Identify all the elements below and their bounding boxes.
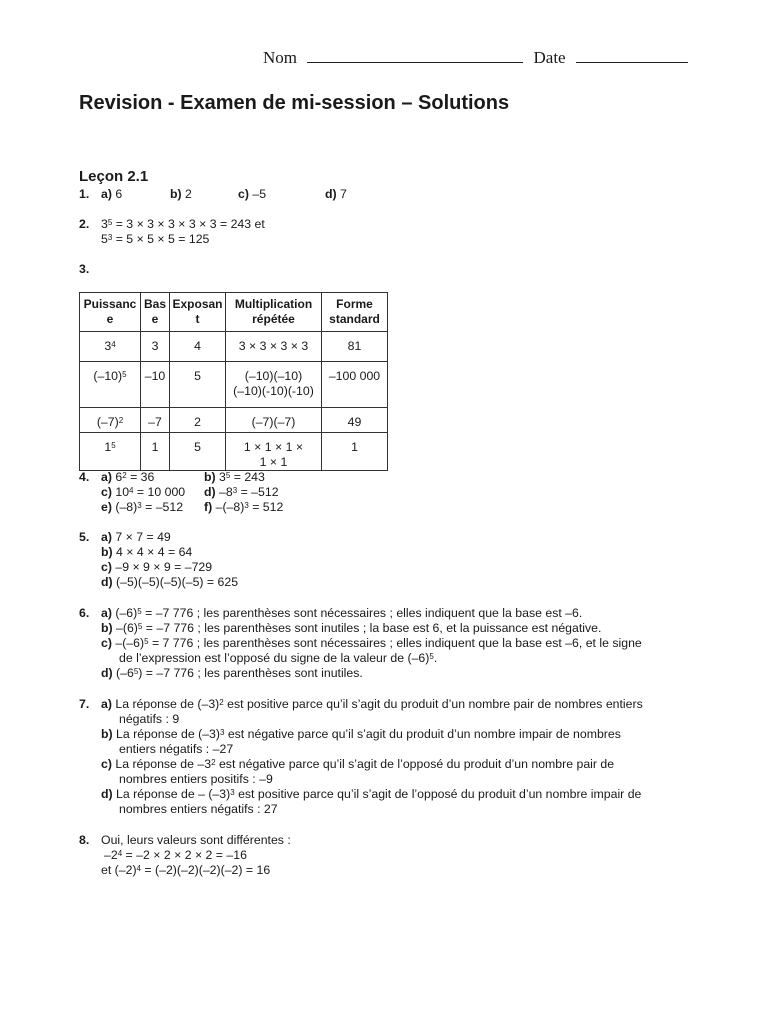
q4-c: c) $10^4 = 10$ 000 (101, 485, 186, 499)
table-row (80, 408, 388, 433)
q8-line3: et $(-2)^4 = (-2)(-2)(-2)(-2) = 16$ (101, 863, 271, 877)
q7-d-continued: nombres entiers négatifs : 27 (119, 802, 278, 816)
date-blank[interactable] (576, 48, 688, 63)
cell-multiplication: 3 × 3 × 3 × 3 (226, 332, 322, 362)
cell-multiplication: (–7)(–7) (226, 408, 322, 433)
col-header: Puissanc e (80, 293, 141, 332)
cell-power: $(-10)^5$ (80, 362, 141, 408)
q5-b: b) 4 × 4 × 4 = 64 (101, 545, 193, 559)
q1-d: d) 7 (325, 187, 347, 201)
cell-exponent: 2 (170, 408, 226, 433)
cell-exponent: 4 (170, 332, 226, 362)
q7-number: 7. (79, 697, 90, 711)
cell-exponent: 5 (170, 433, 226, 471)
q6-c-continued: de l’expression est l’opposé du signe de la valeur de $(-6)^5$. (119, 651, 438, 665)
col-header: Bas e (141, 293, 170, 332)
q4-e: e) $(-8)^3 = -512$ (101, 500, 184, 514)
cell-standard: –100 000 (322, 362, 388, 408)
cell-power: $(-7)^2$ (80, 408, 141, 433)
q6-a: a) $(-6)^5 = -7$ 776 ; les parenthèses sont nécessaires ; elles indiquent que la base est –6. (101, 606, 583, 620)
table-row (80, 433, 388, 471)
q7-b: b) La réponse de $(-3)^3$ est négative parce qu’il s’agit du produit d’un nombre impair de nombres (101, 727, 621, 741)
q7-a-continued: négatifs : 9 (119, 712, 180, 726)
q1-c: c) –5 (238, 187, 267, 201)
q2-line2: $5^3 = 5 \times 5 \times 5 = 125$ (101, 232, 210, 246)
cell-base: –7 (141, 408, 170, 433)
date-label: Date (533, 48, 566, 67)
q1-a: a) 6 (101, 187, 123, 201)
cell-standard: 1 (322, 433, 388, 471)
table-header-row (80, 293, 388, 332)
q4-a: a) $6^2 = 36$ (101, 470, 155, 484)
q7-c-continued: nombres entiers positifs : –9 (119, 772, 273, 786)
q8-line2: $-2^4 = -2 \times 2 \times 2 \times 2 = -16$ (104, 848, 247, 862)
q1-b: b) 2 (170, 187, 192, 201)
q4-b: b) $3^5 = 243$ (204, 470, 265, 484)
q2-number: 2. (79, 217, 90, 231)
cell-multiplication: (–10)(–10) (–10)(-10)(-10) (226, 362, 322, 408)
cell-standard: 81 (322, 332, 388, 362)
cell-multiplication: 1 × 1 × 1 × 1 × 1 (226, 433, 322, 471)
col-header: Exposan t (170, 293, 226, 332)
cell-power: $1^5$ (80, 433, 141, 471)
q4-f: f) $-(-8)^3 = 512$ (204, 500, 284, 514)
q4-number: 4. (79, 470, 90, 484)
col-header: Forme standard (322, 293, 388, 332)
q6-d: d) $(-6^5) = -7$ 776 ; les parenthèses sont inutiles. (101, 666, 363, 680)
q6-b: b) $-(6)^5 = -7$ 776 ; les parenthèses sont inutiles ; la base est 6, et la puissance est négative. (101, 621, 602, 635)
q5-c: c) –9 × 9 × 9 = –729 (101, 560, 213, 574)
q7-a: a) La réponse de $(-3)^2$ est positive parce qu’il s’agit du produit d’un nombre pair de nombres entiers (101, 697, 643, 711)
table-row (80, 332, 388, 362)
cell-exponent: 5 (170, 362, 226, 408)
cell-base: 1 (141, 433, 170, 471)
q5-a: a) 7 × 7 = 49 (101, 530, 171, 544)
q5-d: d) (–5)(–5)(–5)(–5) = 625 (101, 575, 239, 589)
table-row (80, 362, 388, 408)
cell-base: 3 (141, 332, 170, 362)
col-header: Multiplication répétée (226, 293, 322, 332)
q8-number: 8. (79, 833, 90, 847)
q7-b-continued: entiers négatifs : –27 (119, 742, 234, 756)
q6-number: 6. (79, 606, 90, 620)
header-name-date (263, 48, 688, 68)
page-title: Revision - Examen de mi-session – Solutions (79, 92, 510, 114)
cell-base: –10 (141, 362, 170, 408)
q3-number: 3. (79, 262, 90, 276)
q7-c: c) La réponse de $-3^2$ est négative parce qu’il s’agit de l’opposé du produit d’un nombre pair de (101, 757, 615, 771)
q1-number: 1. (79, 187, 90, 201)
q5-number: 5. (79, 530, 90, 544)
q7-d: d) La réponse de – $(-3)^3$ est positive parce qu’il s’agit de l’opposé du produit d’un nombre impair de (101, 787, 642, 801)
cell-standard: 49 (322, 408, 388, 433)
cell-power: $3^4$ (80, 332, 141, 362)
nom-blank[interactable] (307, 48, 523, 63)
powers-table (79, 292, 388, 471)
lesson-heading: Leçon 2.1 (79, 168, 149, 185)
q8-line1: Oui, leurs valeurs sont différentes : (101, 833, 291, 847)
q6-c: c) $-(-6)^5 = 7$ 776 ; les parenthèses sont nécessaires ; elles indiquent que la base est –6, et le signe (101, 636, 642, 650)
q4-d: d) $-8^3 = -512$ (204, 485, 279, 499)
nom-label: Nom (263, 48, 297, 67)
q2-line1: $3^5 = 3 \times 3 \times 3 \times 3 \times 3 = 243$ et (101, 217, 265, 231)
